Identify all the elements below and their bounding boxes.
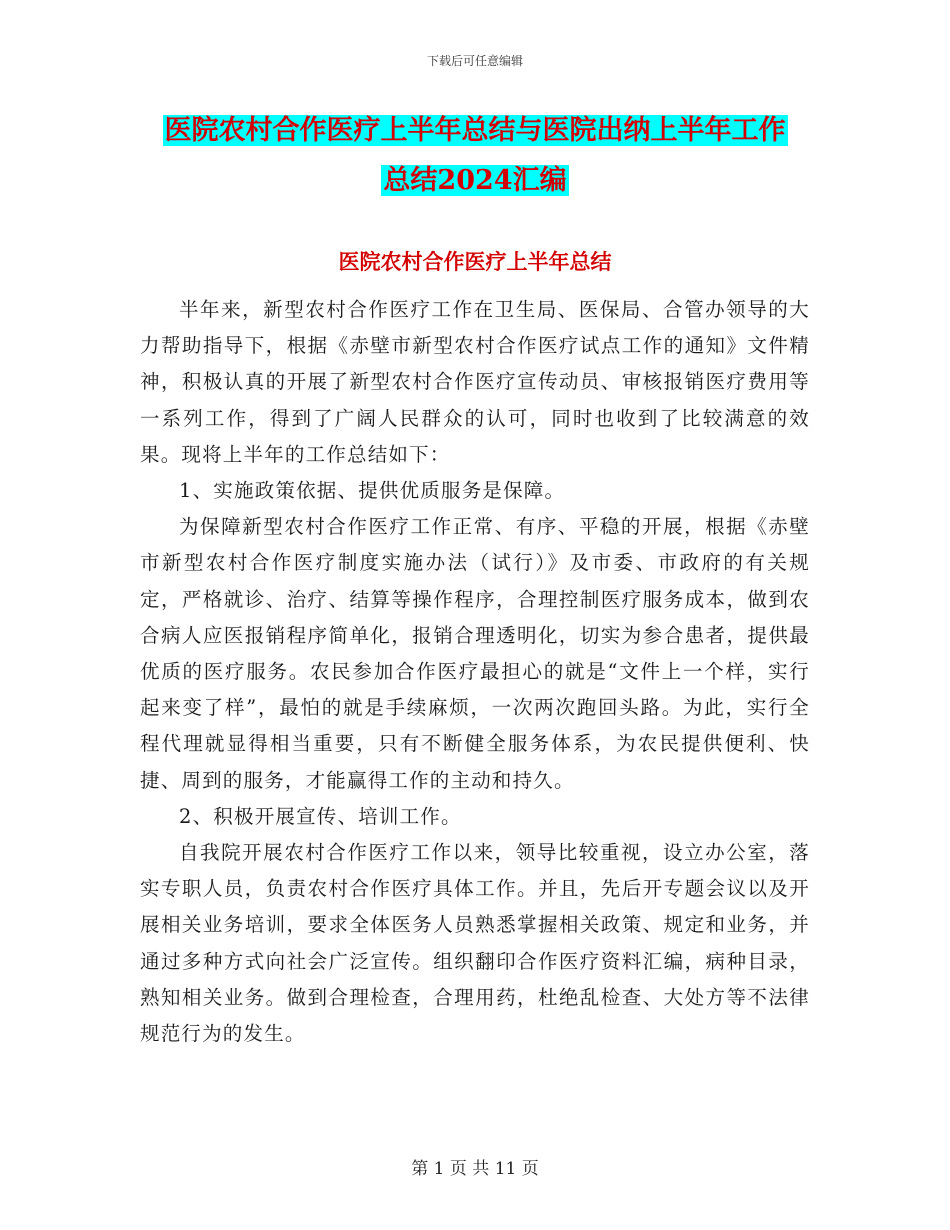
page-footer: 第 1 页 共 11 页 [411,1159,539,1179]
paragraph: 为保障新型农村合作医疗工作正常、有序、平稳的开展，根据《赤壁市新型农村合作医疗制度实施办法（试行）》及市委、市政府的有关规定，严格就诊、治疗、结算等操作程序，合理控制医疗服务成本，做到农合病人应医报销程序简单化，报销合理透明化，切实为参合患者，提供最优质的医疗服务。农民参加合作医疗最担心的就是“文件上一个样，实行起来变了样”，最怕的就是手续麻烦，一次两次跑回头路。为此，实行全程代理就显得相当重要，只有不断健全服务体系，为农民提供便利、快捷、周到的服务，才能赢得工作的主动和持久。 [140,515,810,792]
document-body [140,292,810,1052]
paragraph: 半年来，新型农村合作医疗工作在卫生局、医保局、合管办领导的大力帮助指导下，根据《赤壁市新型农村合作医疗试点工作的通知》文件精神，积极认真的开展了新型农村合作医疗宣传动员、审核报销医疗费用等一系列工作，得到了广阔人民群众的认可，同时也收到了比较满意的效果。现将上半年的工作总结如下： [140,298,810,466]
paragraph: 自我院开展农村合作医疗工作以来，领导比较重视，设立办公室，落实专职人员，负责农村合作医疗具体工作。并且，先后开专题会议以及开展相关业务培训，要求全体医务人员熟悉掌握相关政策、规定和业务，并通过多种方式向社会广泛宣传。组织翻印合作医疗资料汇编，病种目录，熟知相关业务。做到合理检查，合理用药，杜绝乱检查、大处方等不法律规范行为的发生。 [140,841,810,1046]
title-line-2: 总结2024汇编 [383,165,567,196]
paragraph: 1、实施政策依据、提供优质服务是保障。 [179,479,566,503]
section-title: 医院农村合作医疗上半年总结 [338,249,612,274]
paragraph: 2、积极开展宣传、培训工作。 [179,804,462,828]
document-title [0,106,950,206]
title-line-1: 医院农村合作医疗上半年总结与医院出纳上半年工作 [164,115,786,146]
header-note: 下载后可任意编辑 [426,54,523,68]
